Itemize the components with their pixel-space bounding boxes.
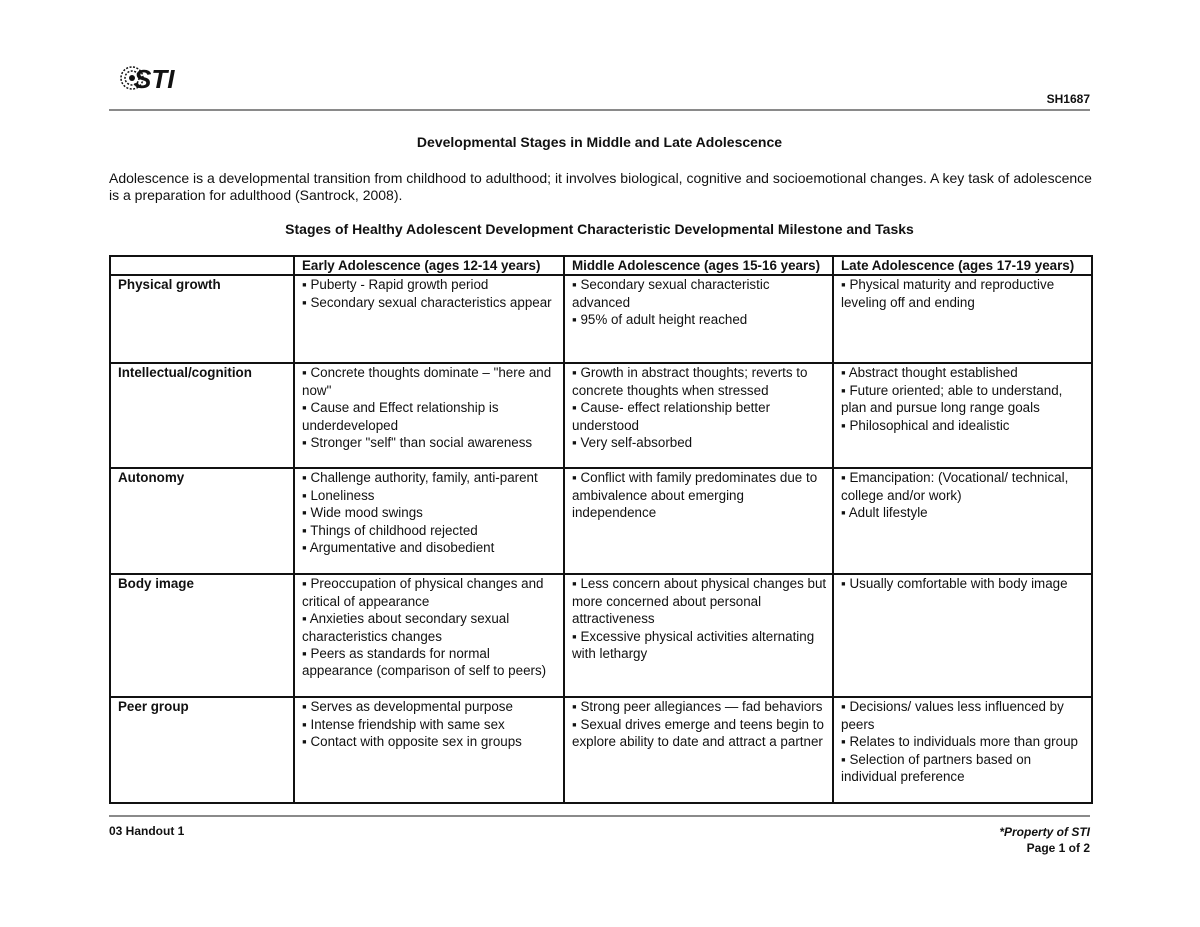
header-empty — [110, 256, 294, 275]
early-cell — [294, 697, 564, 803]
middle-cell — [564, 468, 833, 574]
footer-right — [999, 824, 1090, 856]
late-cell — [833, 574, 1092, 697]
table-header-row — [110, 256, 1092, 275]
middle-cell — [564, 363, 833, 468]
list-item: ▪ Puberty - Rapid growth period — [302, 277, 489, 293]
header-divider — [109, 109, 1090, 111]
list-item: ▪ Relates to individuals more than group — [841, 734, 1078, 750]
middle-cell — [564, 697, 833, 803]
list-item: ▪ Abstract thought established — [841, 365, 1018, 381]
table-title: Stages of Healthy Adolescent Development Characteristic Developmental Milestone and Tasks — [285, 221, 914, 237]
list-item: ▪ Excessive physical activities alternating with lethargy — [572, 628, 815, 662]
row-label: Peer group — [110, 697, 294, 803]
sti-logo — [118, 58, 188, 98]
page-number: Page 1 of 2 — [1026, 841, 1090, 855]
list-item: ▪ Challenge authority, family, anti-parent — [302, 470, 538, 486]
document-code: SH1687 — [1046, 92, 1090, 106]
list-item: ▪ Argumentative and disobedient — [302, 540, 495, 556]
list-item: ▪ Cause- effect relationship better understood — [572, 400, 771, 433]
early-cell — [294, 574, 564, 697]
list-item: ▪ Concrete thoughts dominate – "here and now" — [302, 365, 552, 398]
list-item: ▪ Conflict with family predominates due to ambivalence about emerging independence — [572, 470, 818, 521]
list-item: ▪ Things of childhood rejected — [302, 522, 478, 538]
middle-cell — [564, 275, 833, 363]
early-cell — [294, 468, 564, 574]
development-stages-table — [109, 255, 1093, 804]
footer-handout-label: 03 Handout 1 — [109, 824, 185, 838]
footer-divider — [109, 815, 1090, 817]
list-item: ▪ Growth in abstract thoughts; reverts to concrete thoughts when stressed — [572, 365, 808, 398]
list-item: ▪ Strong peer allegiances — fad behaviors — [572, 699, 823, 715]
middle-cell — [564, 574, 833, 697]
svg-text:STI: STI — [134, 64, 175, 94]
table-row — [110, 574, 1092, 697]
list-item: ▪ Physical maturity and reproductive leveling off and ending — [841, 277, 1055, 310]
late-cell — [833, 697, 1092, 803]
list-item: ▪ Less concern about physical changes but more concerned about personal attractiveness — [572, 576, 827, 627]
list-item: ▪ Philosophical and idealistic — [841, 417, 1010, 433]
row-label: Body image — [110, 574, 294, 697]
list-item: ▪ Anxieties about secondary sexual characteristics changes — [302, 611, 510, 644]
early-cell — [294, 363, 564, 468]
row-label: Intellectual/cognition — [110, 363, 294, 468]
list-item: ▪ 95% of adult height reached — [572, 312, 748, 328]
late-cell — [833, 363, 1092, 468]
header-middle-adolescence: Middle Adolescence (ages 15-16 years) — [564, 256, 833, 275]
list-item: ▪ Very self-absorbed — [572, 435, 693, 451]
list-item: ▪ Secondary sexual characteristics appear — [302, 294, 552, 310]
document-title: Developmental Stages in Middle and Late Adolescence — [416, 134, 783, 150]
row-label: Autonomy — [110, 468, 294, 574]
late-cell — [833, 468, 1092, 574]
list-item: ▪ Intense friendship with same sex — [302, 716, 505, 732]
list-item: ▪ Wide mood swings — [302, 505, 423, 521]
table-row — [110, 363, 1092, 468]
list-item: ▪ Loneliness — [302, 487, 375, 503]
table-row — [110, 468, 1092, 574]
header-late-adolescence: Late Adolescence (ages 17-19 years) — [833, 256, 1092, 275]
row-label: Physical growth — [110, 275, 294, 363]
list-item: ▪ Peers as standards for normal appearance (comparison of self to peers) — [302, 646, 547, 679]
list-item: ▪ Future oriented; able to understand, plan and pursue long range goals — [841, 382, 1063, 416]
late-cell — [833, 275, 1092, 363]
list-item: ▪ Emancipation: (Vocational/ technical, college and/or work) — [841, 470, 1069, 503]
list-item: ▪ Adult lifestyle — [841, 505, 928, 521]
intro-paragraph: Adolescence is a developmental transition from childhood to adulthood; it involves biological, cognitive and socioemotional changes. A key task of adolescence is a preparation for adulthood (Santrock, 2008). — [109, 170, 1092, 203]
property-notice: *Property of STI — [999, 825, 1090, 839]
list-item: ▪ Sexual drives emerge and teens begin to explore ability to date and attract a partner — [572, 716, 824, 750]
early-cell — [294, 275, 564, 363]
list-item: ▪ Cause and Effect relationship is underdeveloped — [302, 400, 499, 433]
header-early-adolescence: Early Adolescence (ages 12-14 years) — [294, 256, 564, 275]
list-item: ▪ Preoccupation of physical changes and critical of appearance — [302, 576, 544, 609]
list-item: ▪ Usually comfortable with body image — [841, 576, 1068, 592]
list-item: ▪ Contact with opposite sex in groups — [302, 734, 522, 750]
list-item: ▪ Serves as developmental purpose — [302, 699, 513, 715]
list-item: ▪ Decisions/ values less influenced by peers — [841, 699, 1064, 732]
table-row — [110, 697, 1092, 803]
list-item: ▪ Selection of partners based on individual preference — [841, 751, 1032, 785]
list-item: ▪ Secondary sexual characteristic advanced — [572, 277, 770, 310]
table-row — [110, 275, 1092, 363]
list-item: ▪ Stronger "self" than social awareness — [302, 435, 533, 451]
